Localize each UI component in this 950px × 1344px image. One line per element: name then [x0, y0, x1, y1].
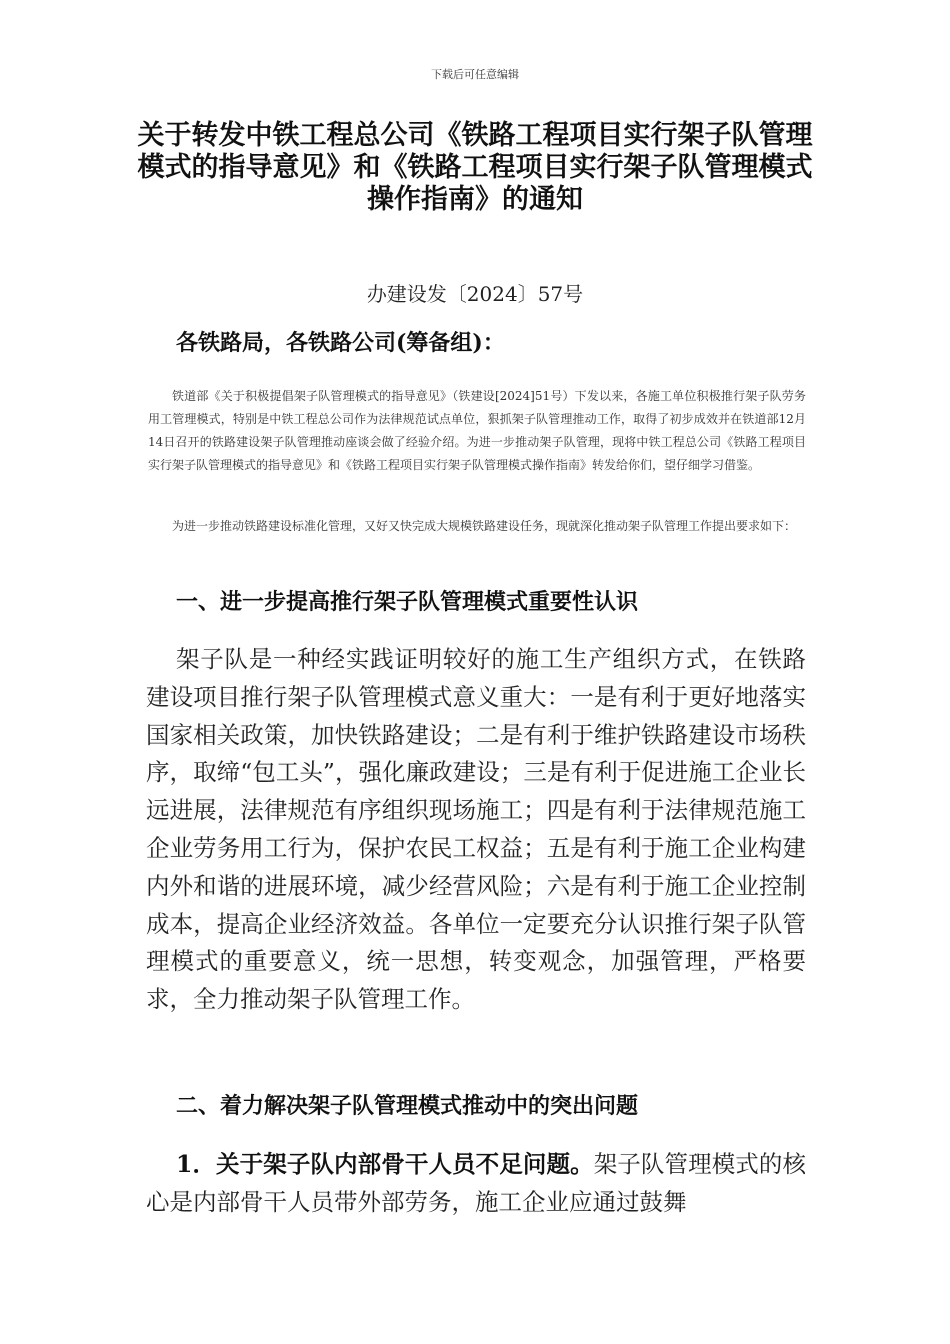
section-2-item-1 — [146, 1146, 806, 1226]
section-heading-1: 一、进一步提高推行架子队管理模式重要性认识 — [176, 589, 639, 615]
item-1-body: 架子队管理模式的核心是内部骨干人员带外部劳务，施工企业应通过鼓舞 — [146, 1150, 806, 1216]
section-1-body: 架子队是一种经实践证明较好的施工生产组织方式，在铁路建设项目推行架子队管理模式意义重大：一是有利于更好地落实国家相关政策，加快铁路建设；二是有利于维护铁路建设市场秩序，取缔“包工头”，强化廉政建设；三是有利于促进施工企业长远进展，法律规范有序组织现场施工；四是有利于法律规范施工企业劳务用工行为，保护农民工权益；五是有利于施工企业构建内外和谐的进展环境，减少经营风险；六是有利于施工企业控制成本，提高企业经济效益。各单位一定要充分认识推行架子队管理模式的重要意义，统一思想，转变观念，加强管理，严格要求，全力推动架子队管理工作。 — [146, 645, 806, 1014]
header-note: 下载后可任意编辑 — [431, 68, 519, 81]
section-heading-2: 二、着力解决架子队管理模式推动中的突出问题 — [176, 1093, 639, 1119]
document-title: 关于转发中铁工程总公司《铁路工程项目实行架子队管理模式的指导意见》和《铁路工程项目实行架子队管理模式操作指南》的通知 — [137, 120, 813, 215]
item-1-lead: 1．关于架子队内部骨干人员不足问题。 — [176, 1150, 594, 1178]
requirements-intro-paragraph: 为进一步推动铁路建设标准化管理，又好又快完成大规模铁路建设任务，现就深化推动架子队管理工作提出要求如下： — [172, 519, 797, 533]
salutation: 各铁路局，各铁路公司(筹备组)： — [176, 330, 505, 356]
document-number: 办建设发〔2024〕57号 — [366, 282, 584, 306]
intro-paragraph: 铁道部《关于积极提倡架子队管理模式的指导意见》（铁建设[2024]51号）下发以来，各施工单位积极推行架子队劳务用工管理模式，特别是中铁工程总公司作为法律规范试点单位，狠抓架子队管理推动工作，取得了初步成效并在铁道部12月14日召开的铁路建设架子队管理推动座谈会做了经验介绍。为进一步推动架子队管理，现将中铁工程总公司《铁路工程项目实行架子队管理模式的指导意见》和《铁路工程项目实行架子队管理模式操作指南》转发给你们，望仔细学习借鉴。 — [148, 389, 806, 472]
